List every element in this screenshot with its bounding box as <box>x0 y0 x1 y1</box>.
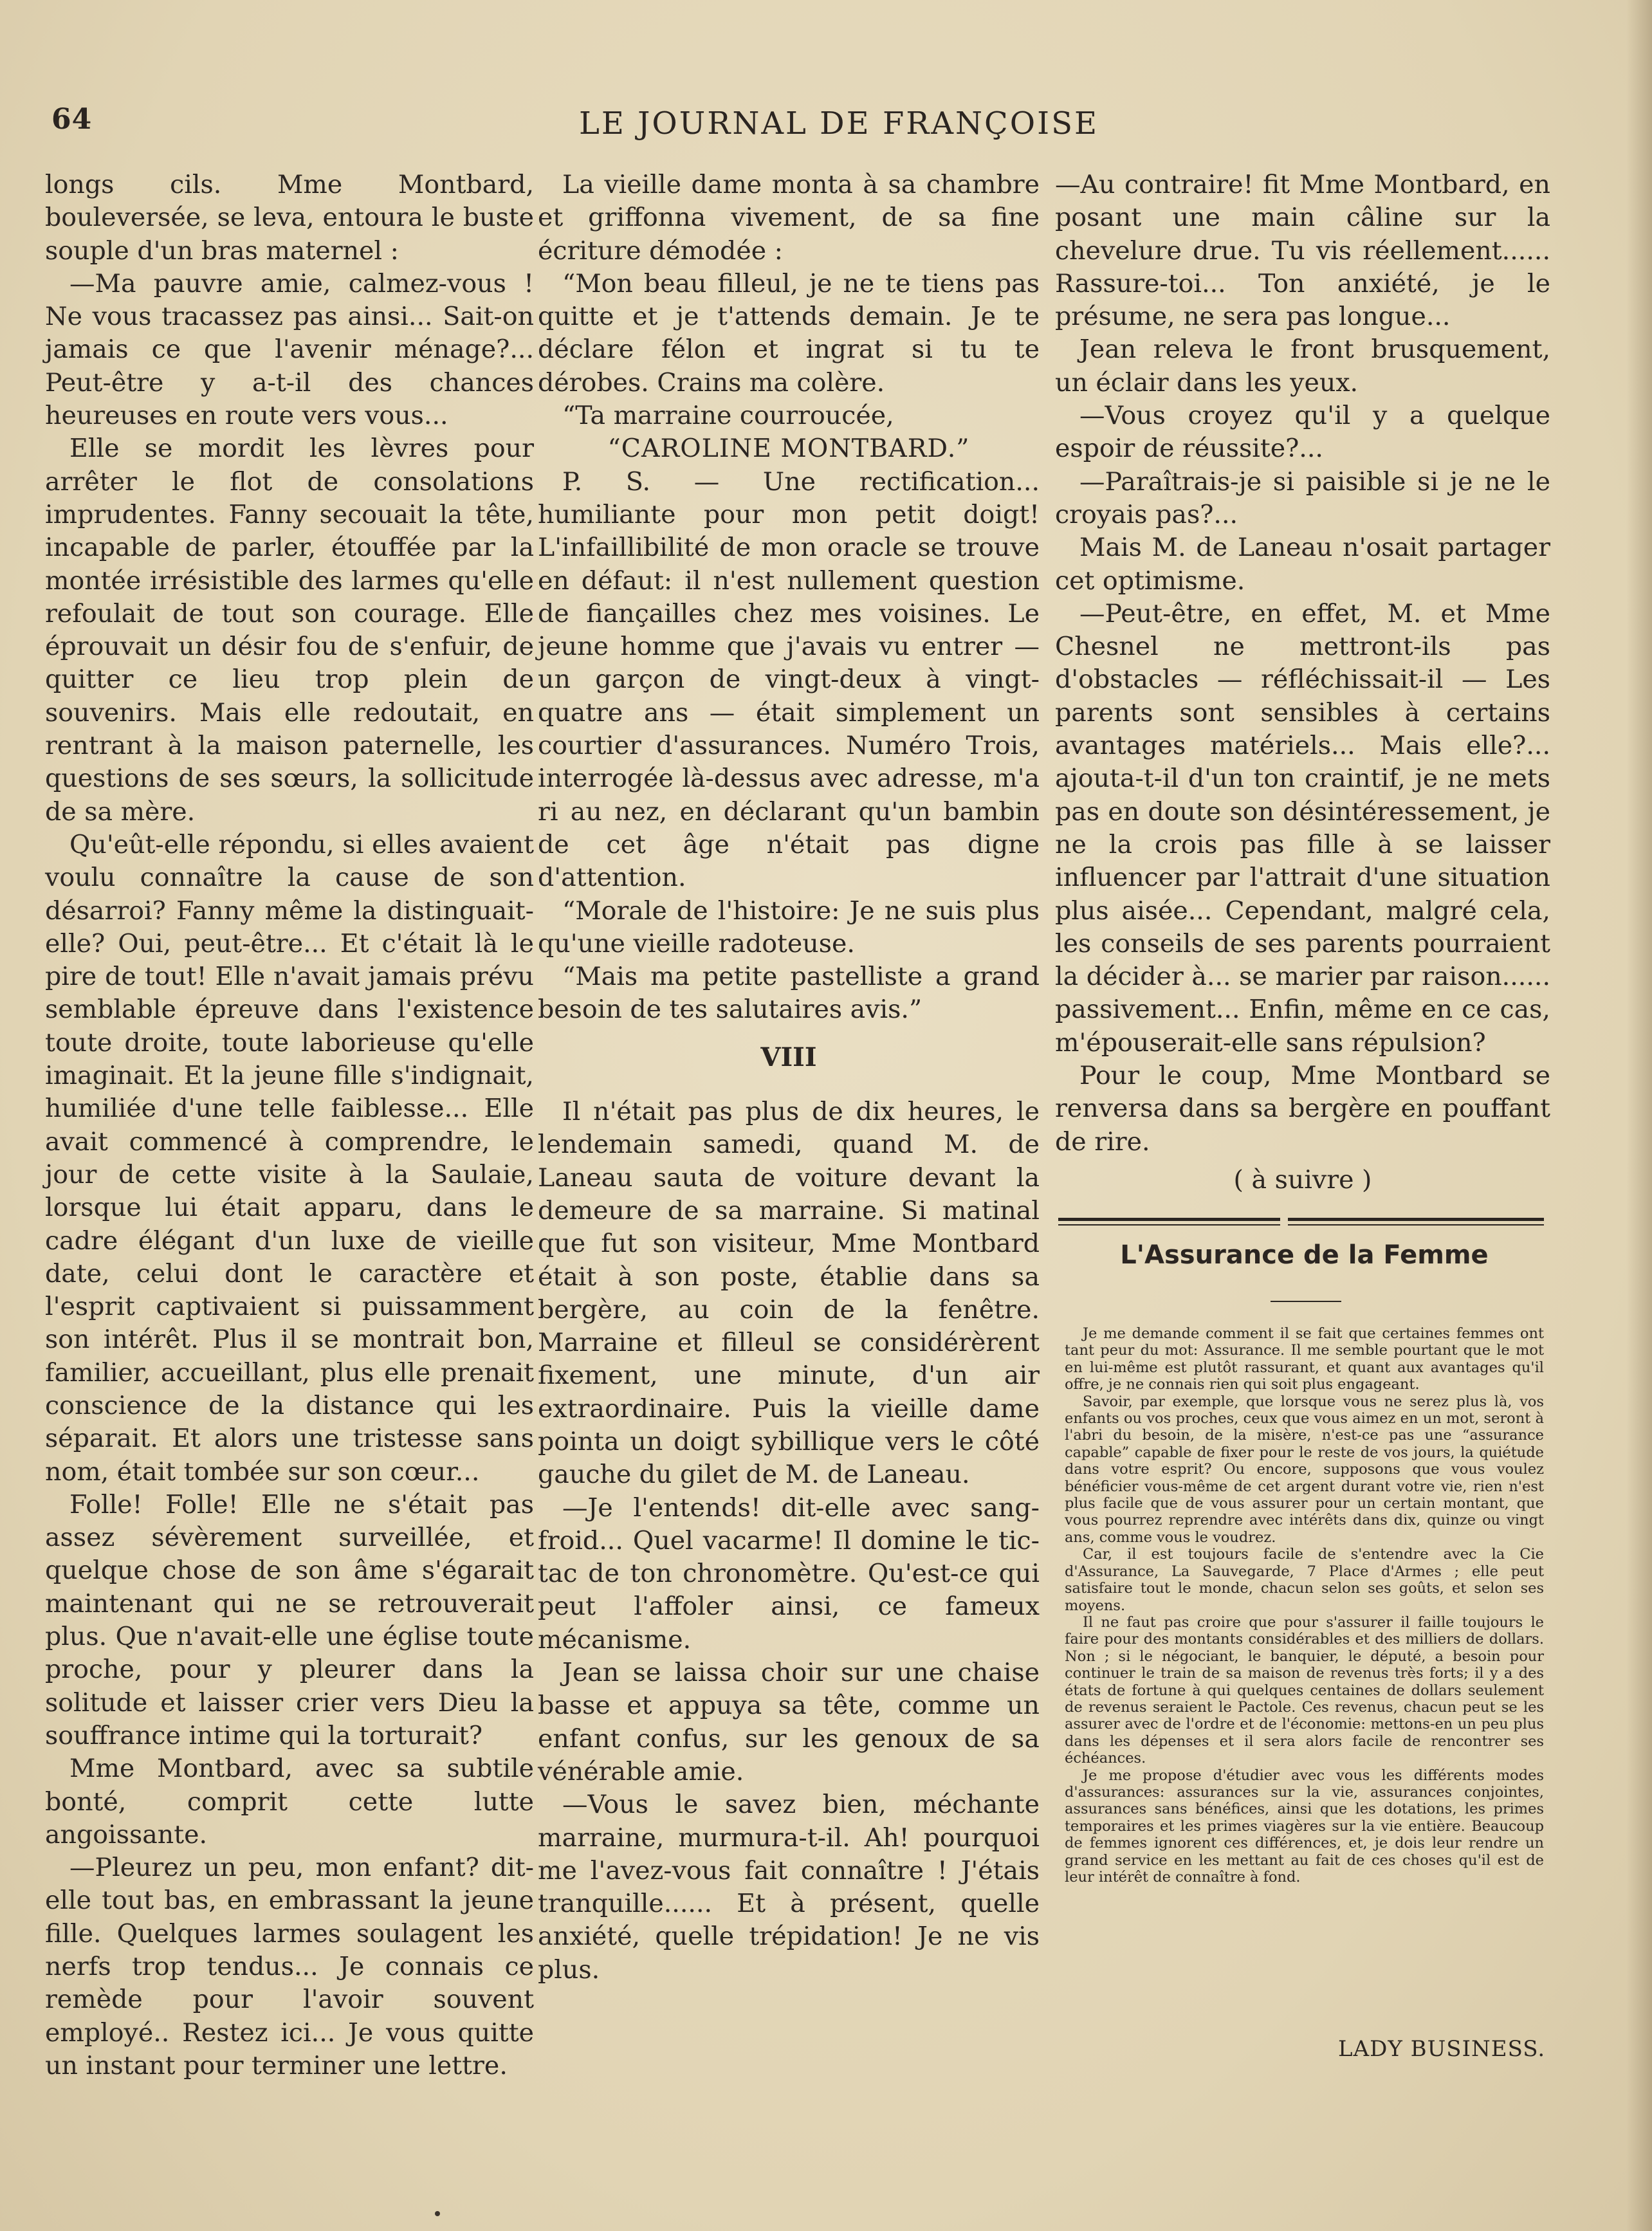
paragraph: La vieille dame monta à sa chambre et griffonna vivement, de sa fine écriture démodée : <box>538 170 1040 266</box>
article-paragraph: Je me propose d'étudier avec vous les différents modes d'assurances: assurances sur la vie, assurances conjointes, assurances sans bénéfices, ainsi que les dotations, les primes temporaires et les primes viagères sur la vie entière. Beaucoup de femmes ignorent ces différences, et, je dois leur rendre un grand service en les mettant au fait de ces choses qu'il est de leur intérêt de connaître à fond. <box>1065 1767 1544 1886</box>
article-paragraph: Je me demande comment il se fait que certaines femmes ont tant peur du mot: Assurance. Il me semble pourtant que le mot en lui-même est plutôt rassurant, et quant aux avantages qu'il offre, je ne connais rien qui soit plus engageant. <box>1065 1325 1544 1393</box>
paragraph: Mme Montbard, avec sa subtile bonté, comprit cette lutte angoissante. <box>45 1754 534 1850</box>
paragraph: —Au contraire! fit Mme Montbard, en posant une main câline sur la chevelure drue. Tu vis réellement...... Rassure-toi... Ton anxiété, je le présume, ne sera pas longue... <box>1055 170 1550 332</box>
paragraph: Jean releva le front brusquement, un éclair dans les yeux. <box>1055 335 1550 398</box>
divider-break <box>1280 1216 1288 1227</box>
paragraph: “Morale de l'histoire: Je ne suis plus qu'une vieille radoteuse. <box>538 895 1040 959</box>
paragraph: —Vous le savez bien, méchante marraine, murmura-t-il. Ah! pourquoi me l'avez-vous fait connaître ! J'étais tranquille...... Et à présent, quelle anxiété, quelle trépidation! Je ne vis plus. <box>538 1790 1040 1985</box>
article-body <box>1065 1325 1544 1886</box>
title-underline <box>1271 1301 1341 1302</box>
paragraph: Pour le coup, Mme Montbard se renversa dans sa bergère en pouffant de rire. <box>1055 1061 1550 1157</box>
paragraph: —Ma pauvre amie, calmez-vous ! Ne vous tracassez pas ainsi... Sait-on jamais ce que l'avenir ménage?... Peut-être y a-t-il des chances heureuses en route vers vous... <box>45 268 534 431</box>
text-column-1 <box>45 169 534 2082</box>
paragraph: Qu'eût-elle répondu, si elles avaient voulu connaître la cause de son désarroi? Fanny même la distinguait-elle? Oui, peut-être... Et c'était là le pire de tout! Elle n'avait jamais prévu semblable épreuve dans l'existence toute droite, toute laborieuse qu'elle imaginait. Et la jeune fille s'indignait, humiliée d'une telle faiblesse... Elle avait commencé à comprendre, le jour de cette visite à la Saulaie, lorsque lui était apparu, dans le cadre élégant d'un luxe de vieille date, celui dont le caractère et l'esprit captivaient si puissamment son intérêt. Plus il se montrait bon, familier, accueillant, plus elle prenait conscience de la distance qui les séparait. Et alors une tristesse sans nom, était tombée sur son cœur... <box>45 829 534 1487</box>
article-paragraph: Il ne faut pas croire que pour s'assurer il faille toujours le faire pour des montants considérables et des milliers de dollars. Non ; si le négociant, le banquier, le député, a besoin pour continuer le train de sa maison de revenus très forts; il y a des états de fortune à qui quelques centaines de dollars seulement de revenus seraient le Pactole. Ces revenus, chacun peut se les assurer avec de l'ordre et de l'économie: mettons-en un peu plus dans les dépenses et il sera alors facile de rencontrer ses échéances. <box>1065 1613 1544 1767</box>
section-divider <box>1058 1218 1544 1226</box>
postscript: P. S. — Une rectification... humiliante pour mon petit doigt! L'infaillibilité de mon oracle se trouve en défaut: il n'est nullement question de fiançailles chez mes voisines. Le jeune homme que j'avais vu entrer — un garçon de vingt-deux à vingt-quatre ans — était simplement un courtier d'assurances. Numéro Trois, interrogée là-dessus avec adresse, m'a ri au nez, en déclarant qu'un bambin de cet âge n'était pas digne d'attention. <box>538 466 1040 893</box>
article-paragraph: Car, il est toujours facile de s'entendre avec la Cie d'Assurance, La Sauvegarde, 7 Place d'Armes ; elle peut satisfaire tout le monde, chacun selon ses goûts, et selon ses moyens. <box>1065 1546 1544 1614</box>
letter-paragraph: “Mon beau filleul, je ne te tiens pas quitte et je t'attends demain. Je te déclare félon et ingrat si tu te dérobes. Crains ma colère. <box>538 268 1040 398</box>
paragraph: Elle se mordit les lèvres pour arrêter le flot de consolations imprudentes. Fanny secouait la tête, incapable de parler, étouffée par la montée irrésistible des larmes qu'elle refoulait de tout son courage. Elle éprouvait un désir fou de s'enfuir, de quitter ce lieu trop plein de souvenirs. Mais elle redoutait, en rentrant à la maison paternelle, les questions de ses sœurs, la sollicitude de sa mère. <box>45 434 534 827</box>
letter-signature: “CAROLINE MONTBARD.” <box>607 434 970 464</box>
text-column-2 <box>538 169 1040 1987</box>
paragraph: Jean se laissa choir sur une chaise basse et appuya sa tête, comme un enfant confus, sur les genoux de sa vénérable amie. <box>538 1658 1040 1786</box>
paragraph: —Peut-être, en effet, M. et Mme Chesnel ne mettront-ils pas d'obstacles — réfléchissait-il — Les parents sont sensibles à certains avantages matériels... Mais elle?... ajouta-t-il d'un ton craintif, je ne mets pas en doute son désintéressement, je ne la crois pas fille à se laisser influencer par l'attrait d'une situation plus aisée... Cependant, malgré cela, les conseils de ses parents pourraient la décider à... se marier par raison...... passivement... Enfin, même en ce cas, m'épouserait-elle sans répulsion? <box>1055 598 1550 1058</box>
letter-closing: “Ta marraine courroucée, <box>562 401 894 431</box>
chapter-heading: VIII <box>760 1042 817 1072</box>
paragraph: Folle! Folle! Elle ne s'était pas assez sévèrement surveillée, et quelque chose de son âme s'égarait maintenant qui ne se retrouverait plus. Que n'avait-elle une église toute proche, pour y pleurer dans la solitude et laisser crier vers Dieu la souffrance intime qui la torturait? <box>45 1489 534 1750</box>
paragraph: —Pleurez un peu, mon enfant? dit-elle tout bas, en embrassant la jeune fille. Quelques larmes soulagent les nerfs trop tendus... Je connais ce remède pour l'avoir souvent employé.. Restez ici... Je vous quitte un instant pour terminer une lettre. <box>45 1853 534 2080</box>
paragraph: —Vous croyez qu'il y a quelque espoir de réussite?... <box>1055 401 1550 464</box>
text-column-3 <box>1055 169 1550 1197</box>
paragraph: —Paraîtrais-je si paisible si je ne le croyais pas?... <box>1055 466 1550 529</box>
article-byline: LADY BUSINESS. <box>1338 2036 1546 2062</box>
page-number: 64 <box>51 103 93 136</box>
page-header <box>45 96 1615 154</box>
paragraph: longs cils. Mme Montbard, bouleversée, se leva, entoura le buste souple d'un bras maternel : <box>45 170 534 266</box>
page-edge-shadow <box>1626 0 1652 2231</box>
paragraph: —Je l'entends! dit-elle avec sang-froid... Quel vacarme! Il domine le tic-tac de ton chronomètre. Qu'est-ce qui peut l'affoler ainsi, ce fameux mécanisme. <box>538 1492 1040 1655</box>
article-paragraph: Savoir, par exemple, que lorsque vous ne serez plus là, vos enfants ou vos proches, ceux que vous aimez en un mot, seront à l'abri du besoin, de la misère, n'est-ce pas une “assurance capable” capable de fixer pour le reste de vos jours, la quiétude dans votre esprit? Ou encore, supposons que vous voulez bénéficier vous-même de cet argent durant votre vie, rien n'est plus facile que de vous assurer pour un certain montant, que vous pourrez reprendre avec intérêts dans dix, quinze ou vingt ans, comme vous le voudrez. <box>1065 1393 1544 1546</box>
article-title: L'Assurance de la Femme <box>1120 1240 1489 1270</box>
print-speck <box>435 2211 440 2216</box>
paragraph: Il n'était pas plus de dix heures, le lendemain samedi, quand M. de Laneau sauta de voiture devant la demeure de sa marraine. Si matinal que fut son visiteur, Mme Montbard était à son poste, établie dans sa bergère, au coin de la fenêtre. Marraine et filleul se considérèrent fixement, une minute, d'un air extraordinaire. Puis la vieille dame pointa un doigt sybillique vers le côté gauche du gilet de M. de Laneau. <box>538 1097 1040 1490</box>
to-be-continued: ( à suivre ) <box>1233 1164 1372 1195</box>
paragraph: Mais M. de Laneau n'osait partager cet optimisme. <box>1055 533 1550 596</box>
paragraph: “Mais ma petite pastelliste a grand besoin de tes salutaires avis.” <box>538 962 1040 1025</box>
journal-title: LE JOURNAL DE FRANÇOISE <box>579 106 1099 142</box>
